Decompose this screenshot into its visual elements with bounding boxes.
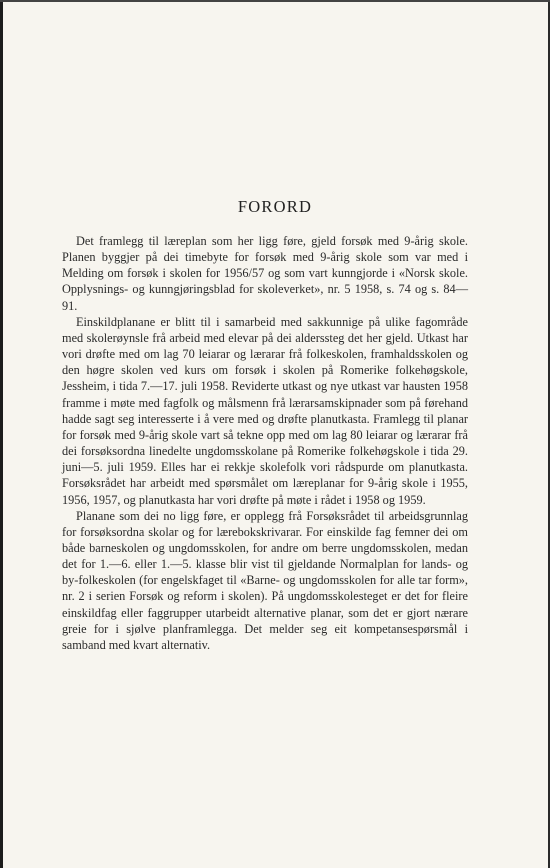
scan-edge-left (0, 0, 3, 868)
paragraph-3: Planane som dei no ligg føre, er opplegg frå Forsøksrådet til arbeidsgrunnlag for forsøksordna skolar og for lærebokskrivarar. For einskilde fag femner dei om både barneskolen og ungdomsskolen, for andre om berre ungdomsskolen, medan det for 1.—6. eller 1.—5. klasse blir vist til gjeldande Normalplan for lands- og by-folkeskolen (for engelskfaget til «Barne- og ungdomsskolen for alle tar form», nr. 2 i serien Forsøk og reform i skolen). På ungdomsskolesteget er det for fleire einskildfag eller faggrupper utarbeidt alternative planar, som det er gjort nærare greie for i sjølve planframlegga. Det melder seg eit kompetansespørsmål i samband med kvart alternativ. (62, 508, 468, 652)
scan-edge-top (0, 0, 550, 2)
paragraph-1: Det framlegg til læreplan som her ligg føre, gjeld forsøk med 9-årig skole. Planen byggjer på dei timebyte for forsøk med 9-årig skole som var med i Melding om forsøk i skolen for 1956/57 og som vart kunngjorde i «Norsk skole. Opplysnings- og kunngjøringsblad for skoleverket», nr. 5 1958, s. 74 og s. 84—91. (62, 234, 468, 313)
page-title: FORORD (237, 197, 313, 216)
body-text (62, 233, 468, 653)
paragraph-2: Einskildplanane er blitt til i samarbeid med sakkunnige på ulike fagområde med skolerøynsle frå arbeid med elevar på dei alderssteg det her gjeld. Utkast har vori drøfte med om lag 70 leiarar og lærarar frå folkeskolen, framhaldsskolen og den høgre skolen ved kurs om forsøk i skolen på Romerike folkehøgskole, Jessheim, i tida 7.—17. juli 1958. Reviderte utkast og nye utkast var hausten 1958 framme i møte med fagfolk og målsmenn frå lærarsamskipnader som på førehand hadde sagt seg interesserte i å vere med og drøfte planutkasta. Framlegg til planar for forsøk med 9-årig skole vart så tekne opp med om lag 80 leiarar og lærarar frå dei forsøksordna linedelte ungdomsskolane på Romerike folkehøgskole i tida 29. juni—5. juli 1959. Elles har ei rekkje skolefolk vori rådspurde om planutkasta. Forsøksrådet har arbeidt med spørsmålet om læreplanar for 9-årig skole i 1955, 1956, 1957, og planutkasta har vori drøfte på møte i rådet i 1958 og 1959. (62, 314, 468, 507)
